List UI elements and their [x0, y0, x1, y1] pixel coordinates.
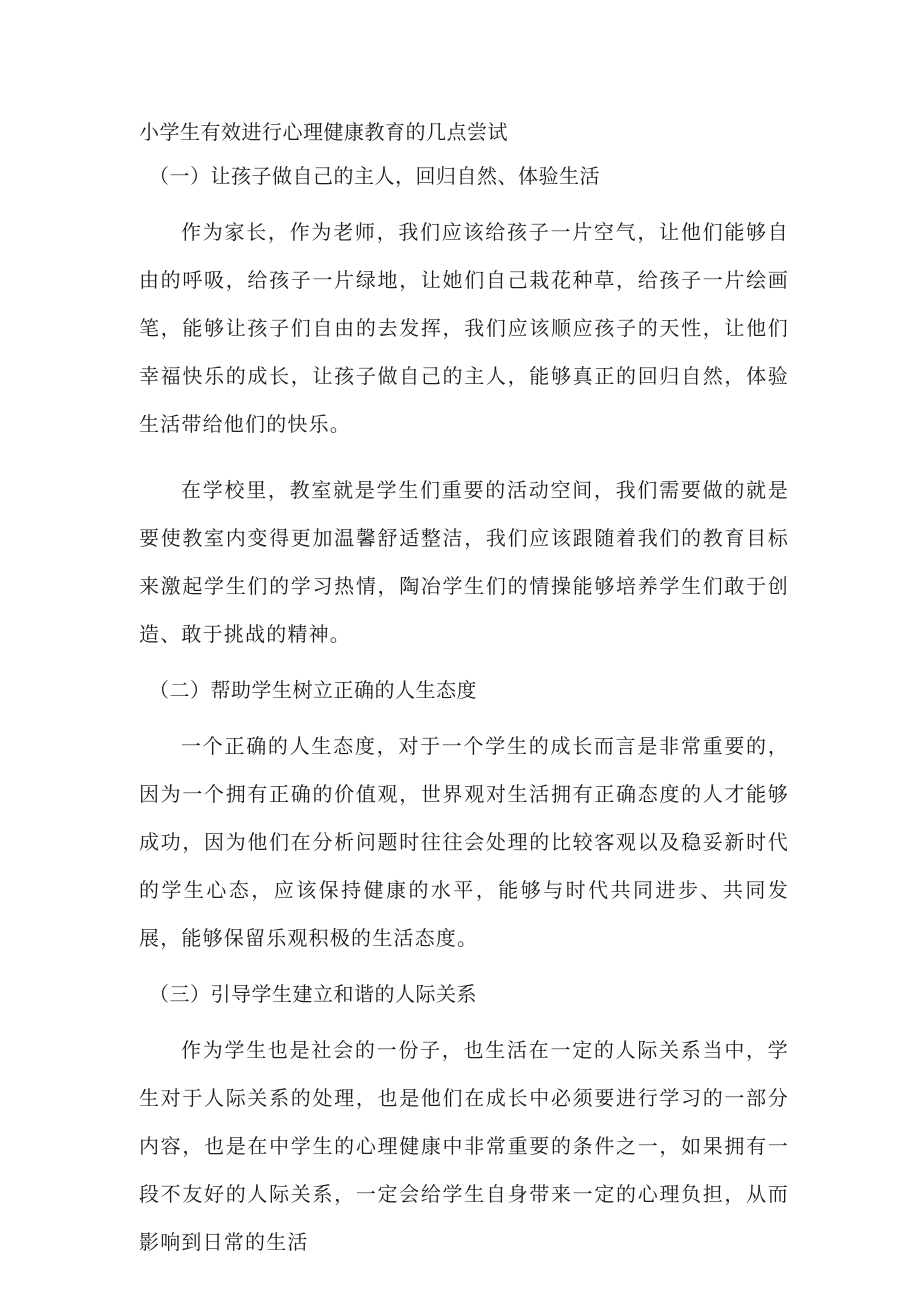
paragraph: 在学校里，教室就是学生们重要的活动空间，我们需要做的就是要使教室内变得更加温馨舒适整洁，我们应该跟随着我们的教育目标来激起学生们的学习热情，陶冶学生们的情操能够培养学生们敢于创造、敢于挑战的精神。	[139, 478, 789, 646]
paragraph: 一个正确的人生态度，对于一个学生的成长而言是非常重要的，因为一个拥有正确的价值观，世界观对生活拥有正确态度的人才能够成功，因为他们在分析问题时往往会处理的比较客观以及稳妥新时代的学生心态，应该保持健康的水平，能够与时代共同进步、共同发展，能够保留乐观积极的生活态度。	[139, 734, 789, 950]
paragraph: 作为家长，作为老师，我们应该给孩子一片空气，让他们能够自由的呼吸，给孩子一片绿地，让她们自己栽花种草，给孩子一片绘画笔，能够让孩子们自由的去发挥，我们应该顺应孩子的天性，让他们幸福快乐的成长，让孩子做自己的主人，能够真正的回归自然，体验生活带给他们的快乐。	[139, 220, 789, 436]
document-body	[139, 118, 789, 1284]
section-heading-1: （一）让孩子做自己的主人，回归自然、体验生活	[149, 164, 600, 188]
paragraph: 作为学生也是社会的一份子，也生活在一定的人际关系当中，学生对于人际关系的处理，也是他们在成长中必须要进行学习的一部分内容，也是在中学生的心理健康中非常重要的条件之一，如果拥有一段不友好的人际关系，一定会给学生自身带来一定的心理负担，从而影响到日常的生活	[139, 1038, 789, 1254]
document-title: 小学生有效进行心理健康教育的几点尝试	[139, 120, 508, 144]
section-heading-3: （三）引导学生建立和谐的人际关系	[149, 982, 477, 1006]
section-heading-2: （二）帮助学生树立正确的人生态度	[149, 678, 477, 702]
